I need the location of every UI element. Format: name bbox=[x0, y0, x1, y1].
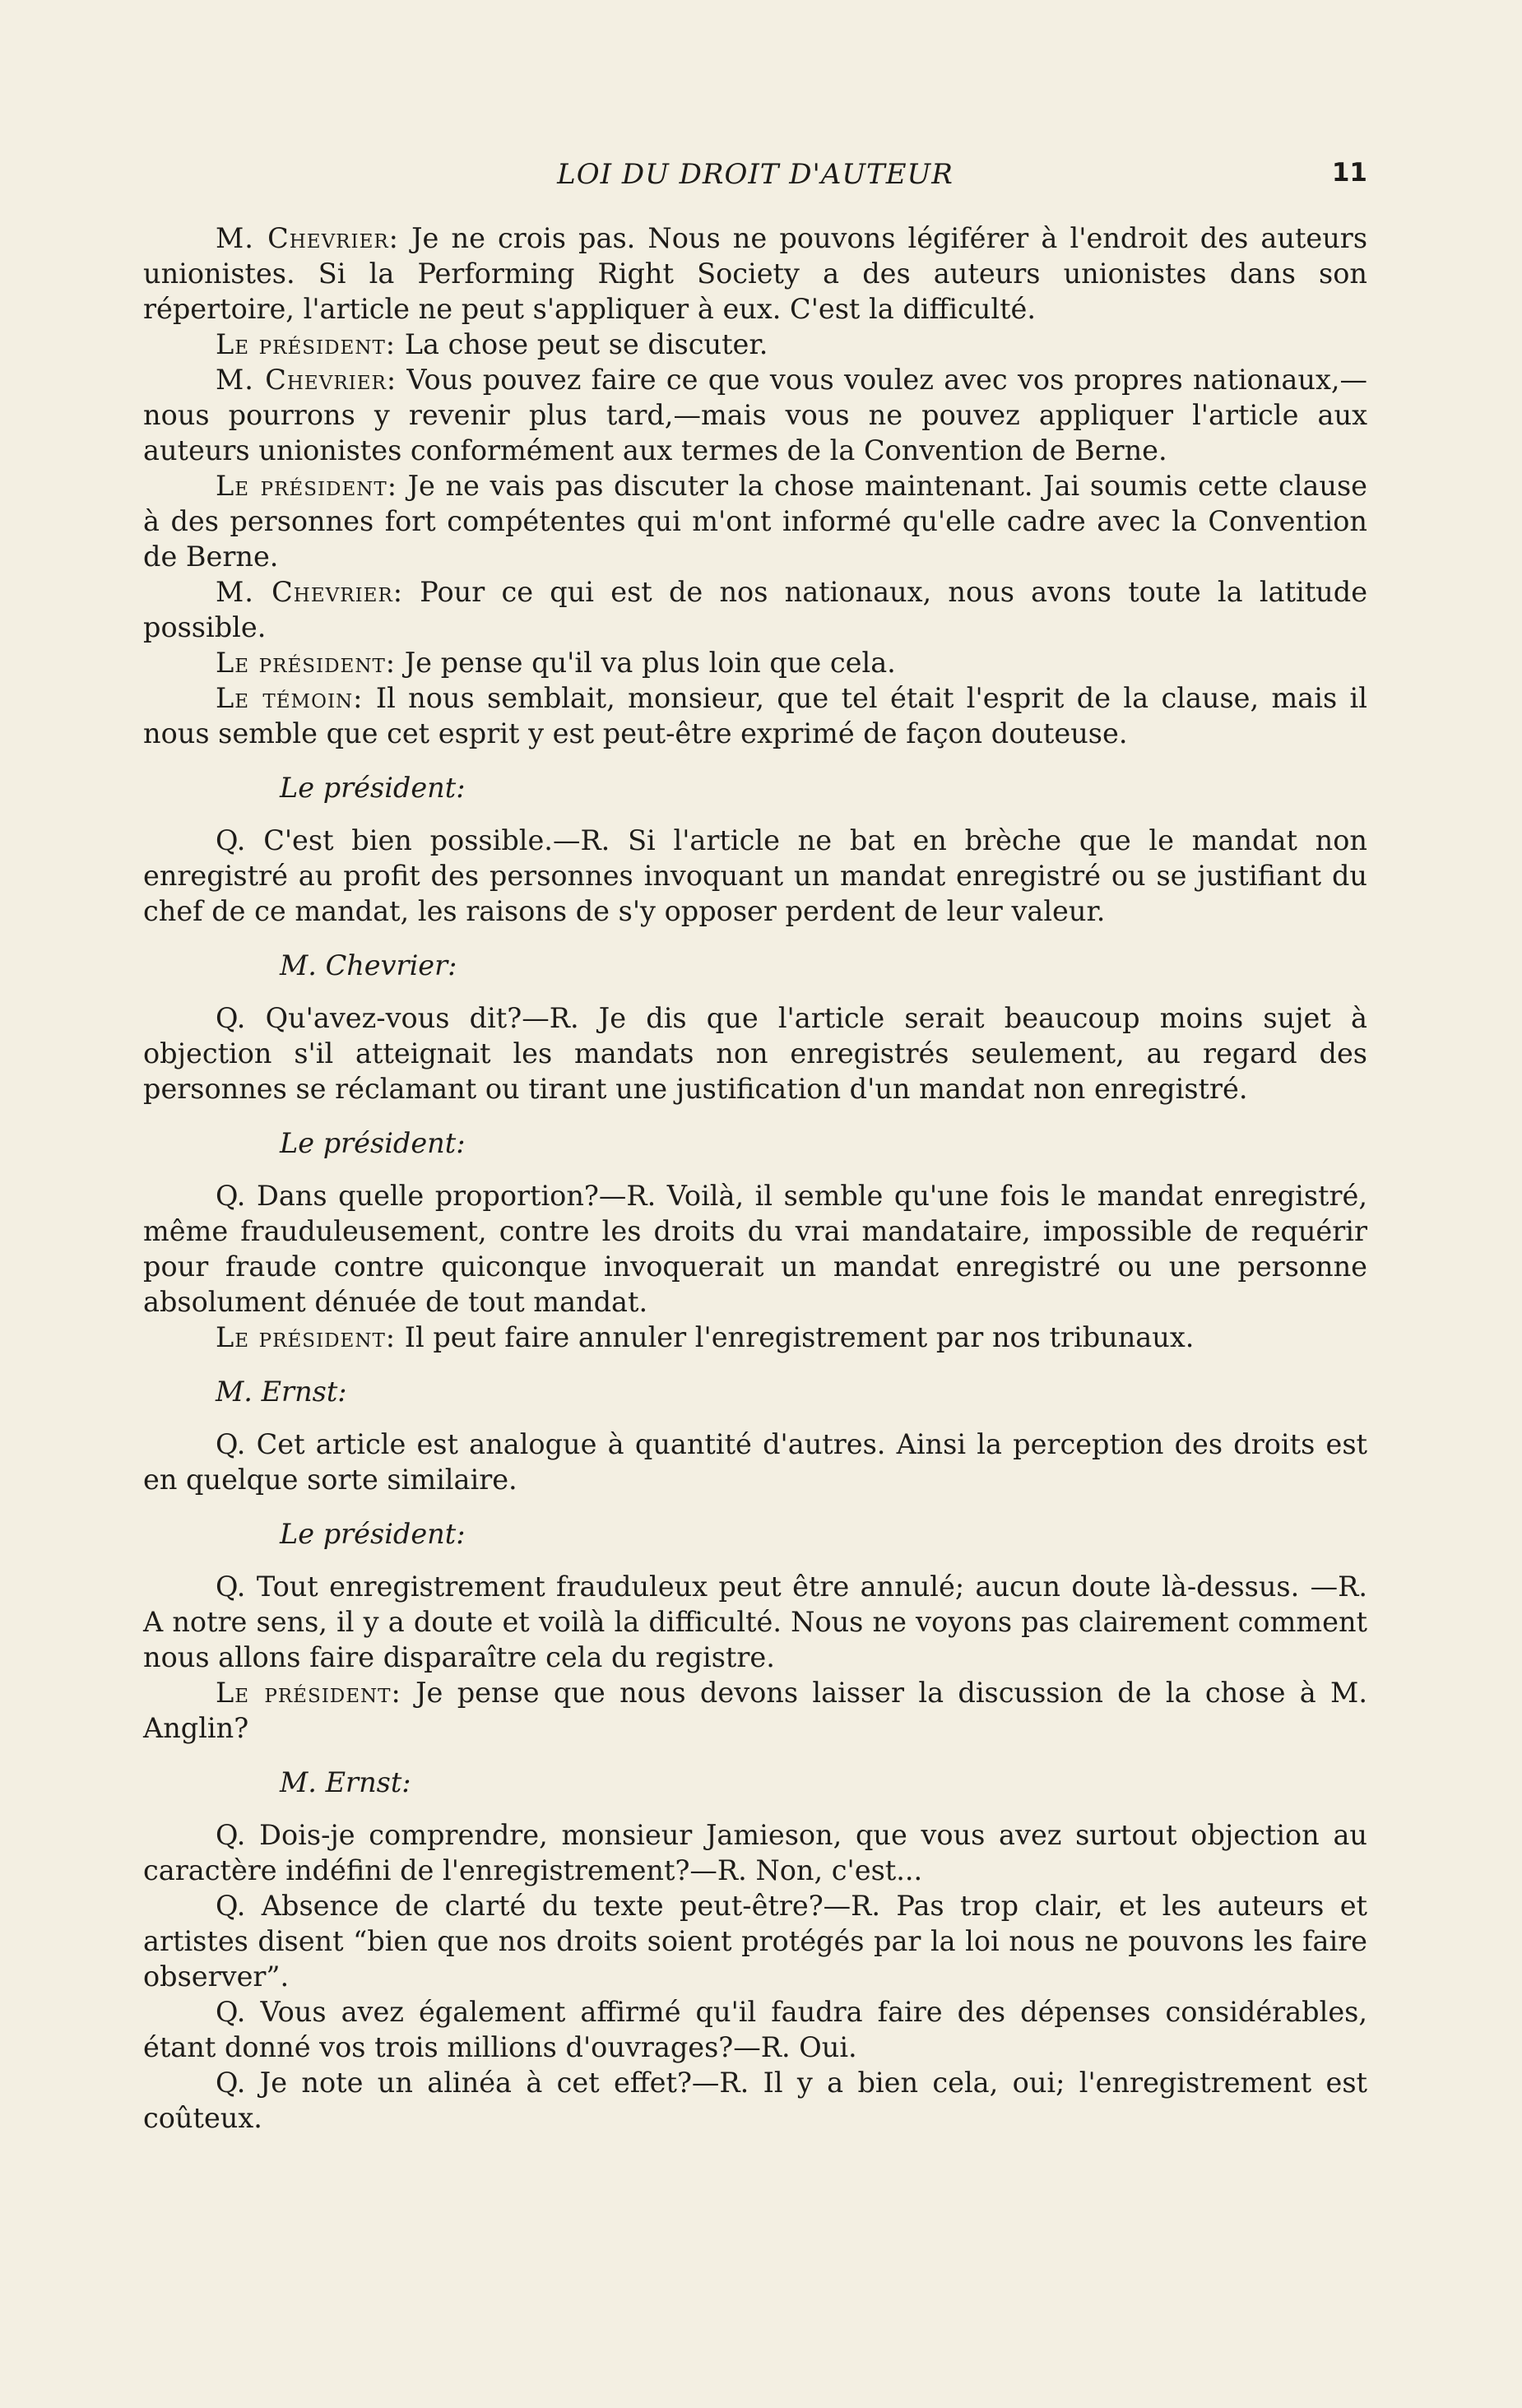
speaker-name: Le président: bbox=[216, 1677, 401, 1709]
paragraph-text: Je pense qu'il va plus loin que cela. bbox=[396, 647, 896, 679]
paragraph bbox=[143, 680, 1367, 751]
section-heading: M. Ernst: bbox=[280, 1766, 411, 1798]
question-paragraph: Q. Tout enregistrement frauduleux peut être annulé; aucun doute là-dessus. —R. A notre sens, il y a doute et voilà la difficulté. Nous ne voyons pas clairement comment nous allons faire disparaître cela du registre. bbox=[143, 1571, 1367, 1673]
running-head bbox=[143, 158, 1367, 207]
speaker-name: M. Chevrier: bbox=[216, 364, 397, 396]
paragraph bbox=[143, 362, 1367, 468]
paragraph bbox=[143, 468, 1367, 574]
question-paragraph: Q. Dois-je comprendre, monsieur Jamieson, que vous avez surtout objection au caractère indéfini de l'enregistrement?—R. Non, c'est... bbox=[143, 1819, 1367, 1886]
paragraph bbox=[143, 574, 1367, 645]
speaker-name: Le témoin: bbox=[216, 682, 364, 714]
body-text bbox=[143, 220, 1367, 2136]
speaker-name: Le président: bbox=[216, 470, 398, 502]
paragraph-text: Il nous semblait, monsieur, que tel était l'esprit de la clause, mais il nous semble que cet esprit y est peut-être exprimé de façon douteuse. bbox=[143, 682, 1367, 749]
page-number: 11 bbox=[1331, 158, 1367, 188]
speaker-name: Le président: bbox=[216, 328, 397, 360]
question-paragraph: Q. Dans quelle proportion?—R. Voilà, il semble qu'une fois le mandat enregistré, même frauduleusement, contre les droits du vrai mandataire, impossible de requérir pour fraude contre quiconque invoquerait un mandat enregistré ou une personne absolument dénuée de tout mandat. bbox=[143, 1180, 1367, 1318]
section-heading: Le président: bbox=[280, 1127, 466, 1159]
paragraph-text: Je ne crois pas. Nous ne pouvons légiférer à l'endroit des auteurs unionistes. Si la Performing Right Society a des auteurs unionistes dans son répertoire, l'article ne peut s'appliquer à eux. C'est la difficulté. bbox=[143, 222, 1368, 325]
question-paragraph: Q. C'est bien possible.—R. Si l'article ne bat en brèche que le mandat non enregistré au profit des personnes invoquant un mandat enregistré ou se justifiant du chef de ce mandat, les raisons de s'y opposer perdent de leur valeur. bbox=[143, 824, 1367, 927]
paragraph bbox=[143, 220, 1367, 327]
question-paragraph: Q. Qu'avez-vous dit?—R. Je dis que l'article serait beaucoup moins sujet à objection s'il atteignait les mandats non enregistrés seulement, au regard des personnes se réclamant ou tirant une justification d'un mandat non enregistré. bbox=[143, 1002, 1367, 1105]
running-title: LOI DU DROIT D'AUTEUR bbox=[557, 158, 954, 191]
paragraph-text: Il peut faire annuler l'enregistrement par nos tribunaux. bbox=[396, 1321, 1195, 1353]
section-heading: M. Chevrier: bbox=[280, 949, 457, 981]
paragraph-text: Pour ce qui est de nos nationaux, nous avons toute la latitude possible. bbox=[143, 576, 1368, 643]
paragraph bbox=[143, 1675, 1367, 1746]
section-heading: Le président: bbox=[280, 1518, 466, 1550]
paragraph-text: Je pense que nous devons laisser la discussion de la chose à M. Anglin? bbox=[143, 1677, 1367, 1744]
speaker-name: Le président: bbox=[216, 647, 397, 679]
section-heading: M. Ernst: bbox=[216, 1376, 347, 1408]
speaker-name: M. Chevrier: bbox=[216, 222, 399, 254]
paragraph bbox=[143, 327, 1367, 362]
speaker-name: M. Chevrier: bbox=[216, 576, 404, 608]
speaker-name: Le président: bbox=[216, 1321, 397, 1353]
question-paragraph: Q. Absence de clarté du texte peut-être?—R. Pas trop clair, et les auteurs et artistes disent “bien que nos droits soient protégés par la loi nous ne pouvons les faire observer”. bbox=[143, 1890, 1367, 1993]
paragraph bbox=[143, 1320, 1367, 1355]
paragraph-text: Je ne vais pas discuter la chose maintenant. Jai soumis cette clause à des personnes fort compétentes qui m'ont informé qu'elle cadre avec la Convention de Berne. bbox=[143, 470, 1367, 573]
paragraph bbox=[143, 645, 1367, 680]
question-paragraph: Q. Je note un alinéa à cet effet?—R. Il y a bien cela, oui; l'enregistrement est coûteux. bbox=[143, 2067, 1367, 2134]
paragraph-text: La chose peut se discuter. bbox=[396, 328, 768, 360]
question-paragraph: Q. Vous avez également affirmé qu'il faudra faire des dépenses considérables, étant donné vos trois millions d'ouvrages?—R. Oui. bbox=[143, 1996, 1367, 2063]
question-paragraph: Q. Cet article est analogue à quantité d'autres. Ainsi la perception des droits est en quelque sorte similaire. bbox=[143, 1428, 1367, 1496]
paragraph-text: Vous pouvez faire ce que vous voulez avec vos propres nationaux,—nous pourrons y revenir plus tard,—mais vous ne pouvez appliquer l'article aux auteurs unionistes conformément aux termes de la Convention de Berne. bbox=[143, 364, 1368, 466]
section-heading: Le président: bbox=[280, 772, 466, 804]
